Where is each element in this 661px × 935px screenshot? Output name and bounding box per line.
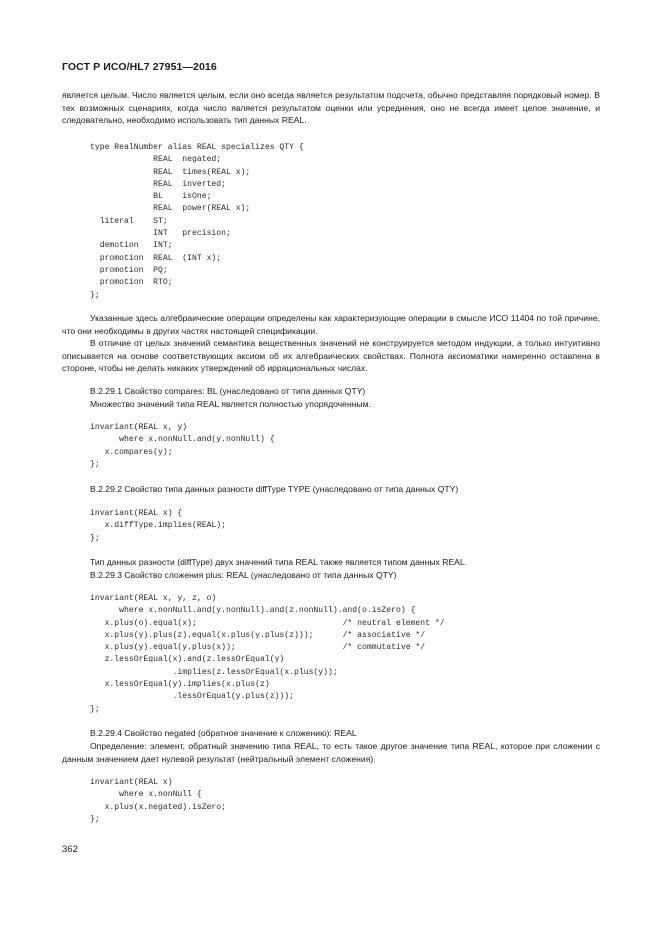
code-block-difftype: invariant(REAL x) { x.diffType.implies(REAL); };	[90, 509, 226, 543]
code-block-negated: invariant(REAL x) where x.nonNull { x.plus(x.negated).isZero; };	[90, 778, 226, 824]
code-block-compares: invariant(REAL x, y) where x.nonNull.and(y.nonNull) { x.compares(y); };	[90, 423, 275, 469]
section-heading-plus: B.2.29.3 Свойство сложения plus: REAL (унаследовано от типа данных QTY)	[90, 570, 397, 580]
page-number: 362	[62, 844, 78, 855]
section-heading-difftype: B.2.29.2 Свойство типа данных разности diffType TYPE (унаследовано от типа данных QTY)	[90, 484, 459, 494]
intro-paragraph: является целым. Число является целым, если оно всегда является результатом подсчета, обычно представляя порядковый номер. В тех возможных сценариях, когда число является результатом оценки или усреднения, оно не всегда имеет целое значение, и следовательно, необходимо использовать тип данных REAL.	[62, 90, 600, 125]
paragraph-semantics: В отличие от целых значений семантика вещественных значений не конструируется методом индукции, а только интуитивно описывается на основе соответствующих аксиом об их алгебраических свойствах. Полнота аксиоматики намеренно оставлена в стороне, чтобы не делать никаких утверждений об иррациональных числах.	[62, 338, 600, 373]
section-text-difftype: Тип данных разности (diffType) двух значений типа REAL также является типом данных REAL.	[90, 557, 468, 567]
section-text-compares: Множество значений типа REAL является полностью упорядоченным.	[90, 399, 371, 409]
code-block-type-definition: type RealNumber alias REAL specializes QTY { REAL negated; REAL times(REAL x); REAL inverted; BL isOne; REAL power(REAL x); literal ST; INT precision; demotion INT; promotion REAL (INT x); promotion PQ; promotion RTO; };	[90, 143, 304, 300]
section-heading-negated: B.2.29.4 Свойство negated (обратное значение к сложению): REAL	[90, 728, 357, 738]
section-text-negated: Определение: элемент, обратный значению типа REAL, то есть такое другое значение типа REAL, которое при сложении с данным значением дает нулевой результат (нейтральный элемент сложения).	[62, 741, 600, 764]
code-block-plus: invariant(REAL x, y, z, o) where x.nonNull.and(y.nonNull).and(z.nonNull).and(o.isZero) { x.plus(o).equal(x); /* neutral element */ x.plus(y).plus(z).equal(x.plus(y.plus(z))); /* associative */ x.plus(y).equal(y.plus(x)); /* commutative */ z.lessOrEqual(x).and(z.lessOrEqual(y) .implies(z.lessOrEqual(x.plus(y)); x.lessOrEqual(y).implies(x.plus(z) .lessOrEqual(y.plus(z))); };	[90, 594, 445, 714]
paragraph-operations: Указанные здесь алгебраические операции определены как характеризующие операции в смысле ИСО 11404 по той причине, что они необходимы в других частях настоящей спецификации.	[62, 313, 600, 336]
page-header-title: ГОСТ Р ИСО/HL7 27951—2016	[62, 61, 217, 73]
section-heading-compares: B.2.29.1 Свойство compares: BL (унаследовано от типа данных QTY)	[90, 386, 366, 396]
